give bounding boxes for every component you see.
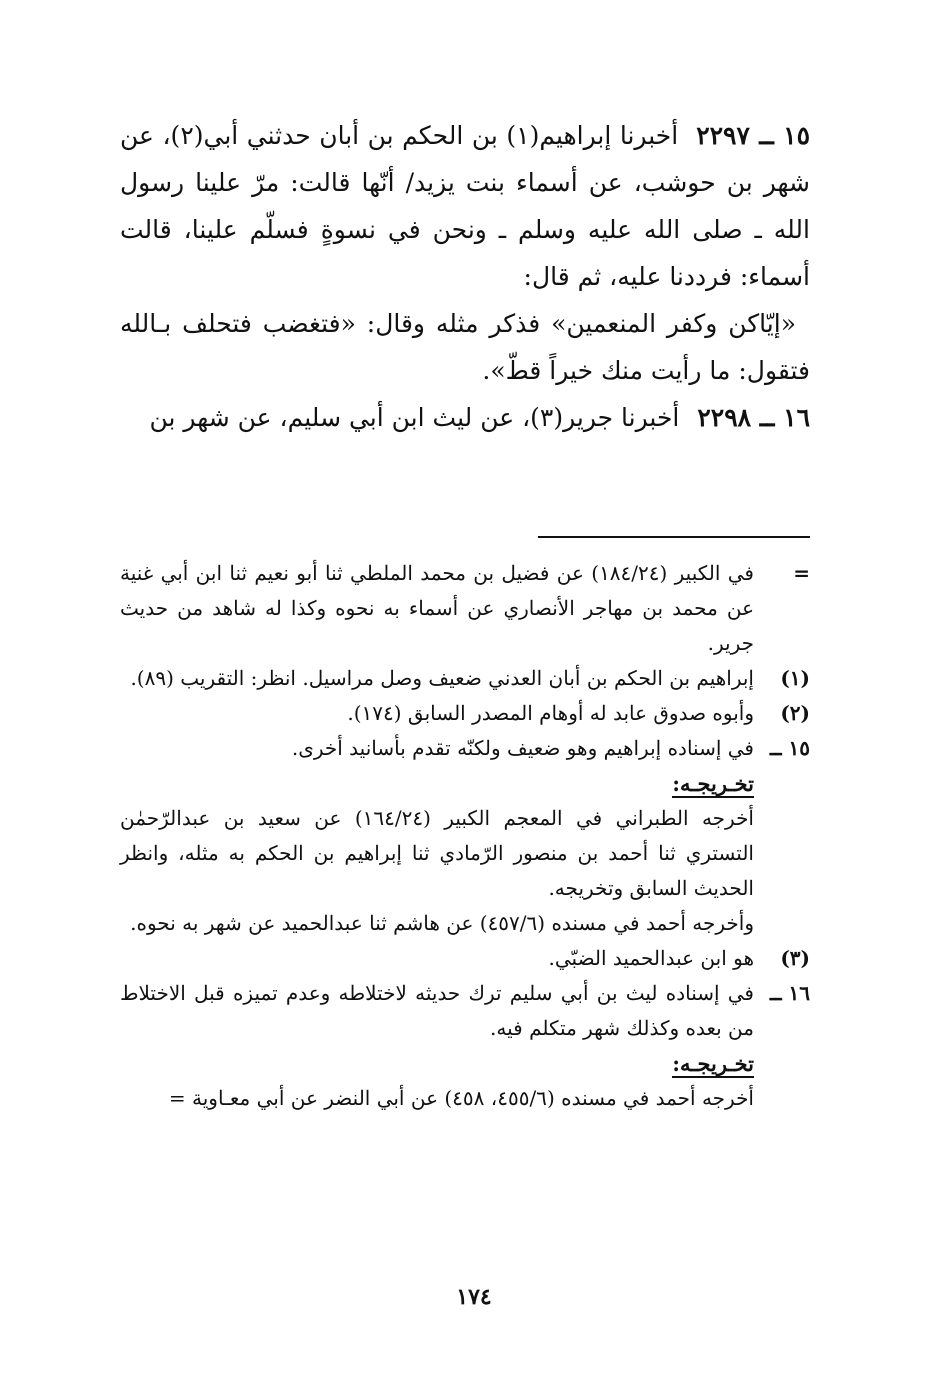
takhrij-paragraph: وأخرجه أحمد في مسنده (٤٥٧/٦) عن هاشم ثنا عبدالحميد عن شهر به نحوه. <box>130 911 754 935</box>
footnote-text: وأبوه صدوق عابد له أوهام المصدر السابق (١٧٤). <box>347 701 754 725</box>
footnotes <box>120 556 810 1116</box>
footnote-mark: (٣) <box>780 946 810 970</box>
footnote-mark: ١٥ ــ <box>769 736 810 760</box>
footnote-text: في إسناده ليث بن أبي سليم ترك حديثه لاختلاطه وعدم تميزه قبل الاختلاط من بعده وكذلك شهر متكلم فيه. <box>120 981 754 1040</box>
footnote-15 <box>120 731 810 766</box>
footnote-text: في الكبير (١٨٤/٢٤) عن فضيل بن محمد الملطي ثنا أبو نعيم ثنا ابن أبي غنية عن محمد بن مهاجر الأنصاري عن أسماء به نحوه وكذا له شاهد من حديث جرير. <box>120 561 754 655</box>
footnote-mark: = <box>793 561 810 585</box>
footnote-2 <box>120 696 810 731</box>
footnote-3 <box>120 941 810 976</box>
footnote-continued <box>120 556 810 661</box>
takhrij-paragraph: أخرجه أحمد في مسنده (٤٥٥/٦، ٤٥٨) عن أبي النضر عن أبي معـاوية = <box>168 1086 754 1110</box>
takhrij-heading: تخـريجـه: <box>672 771 754 796</box>
footnote-16 <box>120 976 810 1046</box>
footnote-text: إبراهيم بن الحكم بن أبان العدني ضعيف وصل مراسيل. انظر: التقريب (٨٩). <box>130 666 754 690</box>
hadith-number: ١٦ ــ ٢٢٩٨ <box>697 403 810 432</box>
footnote-mark: (١) <box>780 666 810 690</box>
hadith-2297-continuation: «إيّاكن وكفر المنعمين» فذكر مثله وقال: «فتغضب فتحلف بـالله فتقول: ما رأيت منك خيراً قطّ». <box>120 309 810 385</box>
page-number: ١٧٤ <box>456 1284 492 1310</box>
hadith-number: ١٥ ــ ٢٢٩٧ <box>696 121 810 150</box>
footnote-mark: ١٦ ــ <box>769 981 810 1005</box>
main-text <box>120 112 810 441</box>
takhrij-paragraph: أخرجه الطبراني في المعجم الكبير (١٦٤/٢٤) عن سعيد بن عبدالرّحمٰن التستري ثنا أحمد بن منصور الرّمادي ثنا إبراهيم بن الحكم به مثله، وانظر الحديث السابق وتخريجه. <box>120 806 754 900</box>
footnote-text: هو ابن عبدالحميد الضبّي. <box>548 946 754 970</box>
takhrij-heading: تخـريجـه: <box>672 1051 754 1076</box>
footnote-separator <box>538 536 810 538</box>
footnote-text: في إسناده إبراهيم وهو ضعيف ولكنّه تقدم بأسانيد أخرى. <box>291 736 754 760</box>
hadith-2297 <box>120 112 810 300</box>
hadith-text: أخبرنا جرير(٣)، عن ليث ابن أبي سليم، عن شهر بن <box>149 403 680 432</box>
hadith-2298 <box>120 394 810 441</box>
footnote-mark: (٢) <box>780 701 810 725</box>
footnote-1 <box>120 661 810 696</box>
hadith-text: أخبرنا إبراهيم(١) بن الحكم بن أبان حدثني أبي(٢)، عن شهر بن حوشب، عن أسماء بنت يزيد/ أنّها قالت: مرّ علينا رسول الله ـ صلى الله عليه وسلم ـ ونحن في نسوةٍ فسلّم علينا، قالت أسماء: فرددنا عليه، ثم قال: <box>120 121 810 291</box>
